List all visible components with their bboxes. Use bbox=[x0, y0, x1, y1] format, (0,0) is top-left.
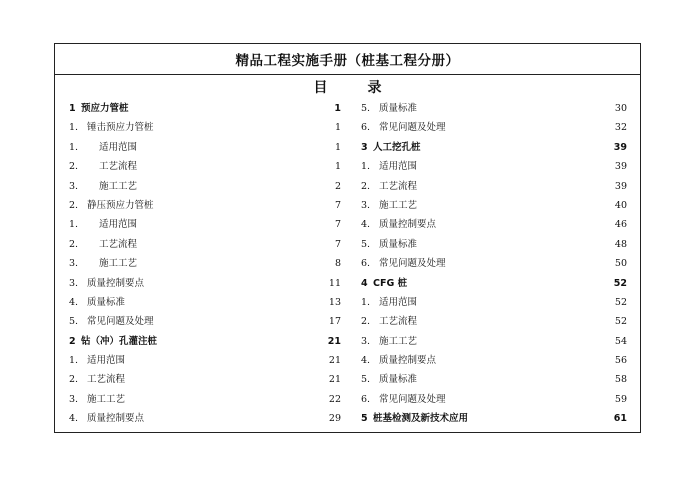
toc-entry[interactable] bbox=[361, 118, 627, 137]
toc-section-entry[interactable] bbox=[69, 99, 341, 118]
toc-entry-number: 2. bbox=[69, 161, 79, 173]
document-frame bbox=[54, 43, 641, 433]
toc-entry-title: 适用范围 bbox=[99, 141, 138, 153]
toc-entry[interactable] bbox=[69, 370, 341, 389]
toc-entry-title: 常见问题及处理 bbox=[379, 258, 446, 270]
toc-entry-number: 2 bbox=[69, 335, 76, 347]
toc-entry-number: 2. bbox=[69, 374, 79, 386]
toc-right-column bbox=[361, 99, 627, 429]
toc-entry-page: 1 bbox=[334, 161, 341, 173]
toc-entry-title: 预应力管桩 bbox=[81, 103, 129, 114]
toc-entry-title: 质量控制要点 bbox=[87, 413, 145, 425]
toc-entry-number: 2. bbox=[69, 238, 79, 250]
toc-entry[interactable] bbox=[69, 177, 341, 196]
toc-heading bbox=[55, 77, 640, 97]
toc-entry-title: 适用范围 bbox=[87, 355, 126, 367]
toc-entry-page: 48 bbox=[614, 238, 627, 250]
toc-entry-number: 4. bbox=[69, 413, 79, 425]
toc-entry-page: 56 bbox=[614, 355, 627, 367]
toc-entry-number: 4. bbox=[361, 219, 371, 231]
toc-entry-title: 工艺流程 bbox=[87, 374, 126, 386]
toc-entry-page: 2 bbox=[334, 180, 341, 192]
toc-section-entry[interactable] bbox=[361, 138, 627, 157]
toc-entry[interactable] bbox=[361, 99, 627, 118]
toc-entry[interactable] bbox=[361, 312, 627, 331]
toc-entry-number: 3. bbox=[361, 199, 371, 211]
toc-entry[interactable] bbox=[69, 390, 341, 409]
toc-entry-number: 1. bbox=[69, 122, 79, 134]
toc-entry-page: 52 bbox=[614, 296, 627, 308]
toc-entry-page: 8 bbox=[334, 258, 341, 270]
toc-entry[interactable] bbox=[69, 157, 341, 176]
toc-entry-page: 22 bbox=[328, 393, 341, 405]
toc-entry-number: 1 bbox=[69, 103, 76, 114]
toc-entry-number: 6. bbox=[361, 258, 371, 270]
toc-entry[interactable] bbox=[69, 254, 341, 273]
toc-entry-title: 静压预应力管桩 bbox=[87, 199, 154, 211]
toc-entry-number: 3. bbox=[361, 335, 371, 347]
toc-entry-number: 3. bbox=[69, 277, 79, 289]
toc-entry-number: 6. bbox=[361, 393, 371, 405]
toc-heading-char-1: 目 bbox=[313, 80, 328, 96]
toc-entry-title: CFG 桩 bbox=[373, 277, 408, 289]
toc-entry[interactable] bbox=[361, 215, 627, 234]
toc-entry-title: 适用范围 bbox=[99, 219, 138, 231]
toc-entry-title: 工艺流程 bbox=[99, 161, 138, 173]
toc-heading-char-2: 录 bbox=[367, 80, 382, 96]
toc-entry-title: 施工工艺 bbox=[87, 393, 126, 405]
toc-entry-number: 1. bbox=[69, 355, 79, 367]
toc-entry-page: 1 bbox=[334, 141, 341, 153]
toc-entry-number: 5. bbox=[69, 316, 79, 328]
toc-entry[interactable] bbox=[69, 293, 341, 312]
toc-entry-page: 21 bbox=[328, 374, 341, 386]
toc-entry-number: 4. bbox=[69, 296, 79, 308]
toc-entry-page: 58 bbox=[614, 374, 627, 386]
toc-entry-page: 50 bbox=[614, 258, 627, 270]
toc-entry-number: 6. bbox=[361, 122, 371, 134]
toc-entry[interactable] bbox=[361, 370, 627, 389]
toc-entry-number: 1. bbox=[361, 296, 371, 308]
toc-entry-number: 3. bbox=[69, 180, 79, 192]
toc-entry-title: 钻（冲）孔灌注桩 bbox=[81, 335, 158, 347]
toc-entry-title: 适用范围 bbox=[379, 161, 418, 173]
toc-entry[interactable] bbox=[69, 196, 341, 215]
toc-entry-page: 7 bbox=[334, 199, 341, 211]
toc-entry-title: 质量控制要点 bbox=[379, 219, 437, 231]
toc-entry-title: 质量控制要点 bbox=[87, 277, 145, 289]
toc-entry-number: 1. bbox=[69, 141, 79, 153]
toc-entry-title: 质量标准 bbox=[379, 238, 418, 250]
toc-entry[interactable] bbox=[361, 157, 627, 176]
toc-section-entry[interactable] bbox=[69, 332, 341, 351]
toc-entry-title: 质量标准 bbox=[87, 296, 126, 308]
toc-entry-title: 常见问题及处理 bbox=[379, 122, 446, 134]
toc-entry-number: 1. bbox=[69, 219, 79, 231]
toc-entry-page: 54 bbox=[614, 335, 627, 347]
toc-entry[interactable] bbox=[69, 138, 341, 157]
toc-entry-number: 1. bbox=[361, 161, 371, 173]
toc-entry[interactable] bbox=[361, 235, 627, 254]
toc-entry[interactable] bbox=[361, 293, 627, 312]
toc-entry-page: 46 bbox=[614, 219, 627, 231]
toc-entry-number: 3 bbox=[361, 141, 368, 153]
toc-entry-title: 施工工艺 bbox=[99, 258, 138, 270]
toc-entry-number: 5. bbox=[361, 238, 371, 250]
toc-entry[interactable] bbox=[69, 118, 341, 137]
toc-entry-page: 13 bbox=[328, 296, 341, 308]
toc-entry-number: 5. bbox=[361, 103, 371, 114]
toc-section-entry[interactable] bbox=[361, 409, 627, 428]
toc-entry-number: 3. bbox=[69, 258, 79, 270]
toc-entry-page: 52 bbox=[614, 316, 627, 328]
toc-entry-page: 30 bbox=[614, 103, 627, 114]
toc-entry[interactable] bbox=[69, 351, 341, 370]
toc-entry-page: 1 bbox=[334, 103, 341, 114]
toc-entry[interactable] bbox=[361, 254, 627, 273]
toc-entry-number: 5 bbox=[361, 413, 368, 425]
toc-entry[interactable] bbox=[69, 409, 341, 428]
toc-entry-title: 工艺流程 bbox=[379, 316, 418, 328]
toc-entry-page: 17 bbox=[328, 316, 341, 328]
toc-entry-title: 适用范围 bbox=[379, 296, 418, 308]
toc-entry-title: 施工工艺 bbox=[99, 180, 138, 192]
toc-left-column bbox=[69, 99, 341, 429]
toc-entry-title: 工艺流程 bbox=[99, 238, 138, 250]
toc-entry-page: 1 bbox=[334, 122, 341, 134]
toc-entry-page: 52 bbox=[613, 277, 627, 289]
toc-entry[interactable] bbox=[361, 332, 627, 351]
document-title: 精品工程实施手册（桩基工程分册） bbox=[55, 44, 640, 75]
toc-entry-title: 桩基检测及新技术应用 bbox=[373, 413, 469, 425]
toc-entry[interactable] bbox=[69, 274, 341, 293]
toc-entry-page: 61 bbox=[613, 413, 627, 425]
toc-entry-page: 40 bbox=[614, 199, 627, 211]
toc-entry-page: 11 bbox=[328, 277, 341, 289]
toc-entry-title: 常见问题及处理 bbox=[87, 316, 154, 328]
toc-entry-title: 工艺流程 bbox=[379, 180, 418, 192]
toc-entry-title: 锤击预应力管桩 bbox=[87, 122, 154, 134]
toc-entry-page: 21 bbox=[328, 355, 341, 367]
toc-entry[interactable] bbox=[361, 196, 627, 215]
toc-entry-title: 质量控制要点 bbox=[379, 355, 437, 367]
toc-entry-title: 质量标准 bbox=[379, 374, 418, 386]
toc-entry-page: 7 bbox=[334, 219, 341, 231]
toc-entry-page: 59 bbox=[614, 393, 627, 405]
toc-entry-number: 4. bbox=[361, 355, 371, 367]
toc-entry[interactable] bbox=[361, 177, 627, 196]
toc-entry[interactable] bbox=[361, 351, 627, 370]
toc-entry-number: 2. bbox=[361, 180, 371, 192]
toc-entry-title: 质量标准 bbox=[379, 103, 418, 114]
toc-entry-page: 39 bbox=[614, 180, 627, 192]
toc-entry[interactable] bbox=[69, 235, 341, 254]
toc-entry[interactable] bbox=[69, 215, 341, 234]
toc-entry-number: 4 bbox=[361, 277, 368, 289]
toc-entry-number: 2. bbox=[69, 199, 79, 211]
toc-entry-number: 3. bbox=[69, 393, 79, 405]
toc-entry-title: 施工工艺 bbox=[379, 335, 418, 347]
toc-entry-page: 29 bbox=[328, 413, 341, 425]
toc-entry-page: 32 bbox=[614, 122, 627, 134]
toc-section-entry[interactable] bbox=[361, 274, 627, 293]
toc-entry-number: 2. bbox=[361, 316, 371, 328]
toc-entry-page: 39 bbox=[614, 161, 627, 173]
toc-entry-title: 人工挖孔桩 bbox=[373, 141, 421, 153]
toc-entry-number: 5. bbox=[361, 374, 371, 386]
toc-entry-page: 7 bbox=[334, 238, 341, 250]
toc-entry-page: 21 bbox=[327, 335, 341, 347]
toc-entry[interactable] bbox=[361, 390, 627, 409]
toc-entry[interactable] bbox=[69, 312, 341, 331]
toc-entry-page: 39 bbox=[613, 141, 627, 153]
toc-entry-title: 常见问题及处理 bbox=[379, 393, 446, 405]
toc-entry-title: 施工工艺 bbox=[379, 199, 418, 211]
